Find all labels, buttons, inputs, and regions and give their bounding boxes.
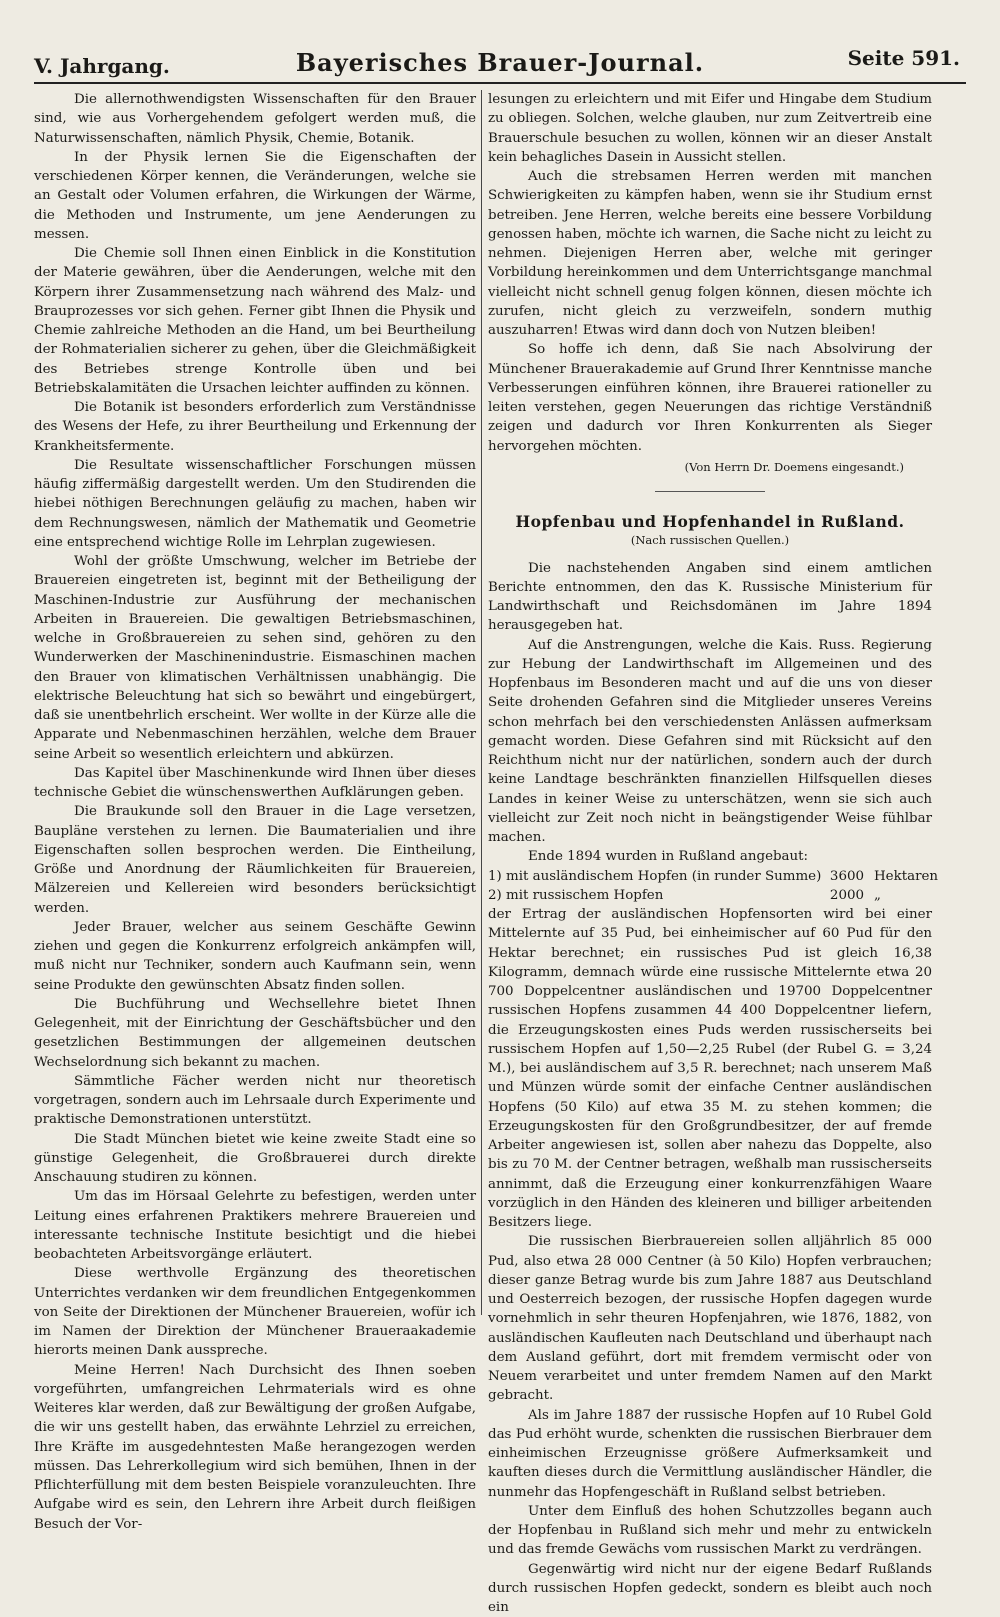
paragraph: Wohl der größte Umschwung, welcher im Betriebe der Brauereien eingetreten ist, beginnt mit der Betheiligung der Maschinen-Industrie zur Ausführung der mechanischen Arbeiten in Brauereien. Die gewaltigen Betriebsmaschinen, welche in Großbrauereien zu sehen sind, gehören zu den Wunderwerken der Maschinenindustrie. Eismaschinen machen den Brauer von klimatischen Verhältnissen unabhängig. Die elektrische Beleuchtung hat sich so bewährt und eingebürgert, daß sie unentbehrlich erscheint. Wer wollte in der Kürze alle die Apparate und Nebenmaschinen herzählen, welche dem Brauer seine Arbeit so wesentlich erleichtern und abkürzen.	[34, 552, 476, 764]
continued-paragraph: lesungen zu erleichtern und mit Eifer und Hingabe dem Studium zu obliegen. Solchen, welche glauben, nur zum Zeitvertreib eine Brauerschule besuchen zu wollen, können wir an dieser Anstalt kein behagliches Dasein in Aussicht stellen.	[488, 90, 932, 167]
paragraph: Diese werthvolle Ergänzung des theoretischen Unterrichtes verdanken wir dem freundlichen Entgegenkommen von Seite der Direktionen der Münchener Brauereien, wofür ich im Namen der Direktion der Münchener Braueraakademie hierorts meinen Dank ausspreche.	[34, 1264, 476, 1360]
paragraph: Meine Herren! Nach Durchsicht des Ihnen soeben vorgeführten, umfangreichen Lehrmaterials wird es ohne Weiteres klar werden, daß zur Bewältigung der großen Aufgabe, die wir uns gestellt haben, das erwähnte Lehrziel zu erreichen, Ihre Kräfte im ausgedehntesten Maße herangezogen werden müssen. Das Lehrerkollegium wird sich bemühen, Ihnen in der Pflichterfüllung mit dem besten Beispiele voranzuleuchten. Ihre Aufgabe wird es sein, den Lehrern ihre Arbeit durch fleißigen Besuch der Vor-	[34, 1361, 476, 1534]
paragraph: So hoffe ich denn, daß Sie nach Absolvirung der Münchener Brauerakademie auf Grund Ihrer Kenntnisse manche Verbesserungen einführen können, ihre Brauerei rationeller zu leiten verstehen, gegen Neuerungen das richtige Verständniß zeigen und dadurch vor Ihren Konkurrenten als Sieger hervorgehen möchten.	[488, 340, 932, 456]
acreage-label: 1) mit ausländischem Hopfen (in runder Summe)	[488, 867, 806, 886]
paragraph: Auf die Anstrengungen, welche die Kais. Russ. Regierung zur Hebung der Landwirthschaft im Allgemeinen und des Hopfenbaus im Besonderen macht und auf die uns von dieser Seite drohenden Gefahren sind die Mitglieder unseres Vereins schon mehrfach bei den verschiedensten Anlässen aufmerksam gemacht worden. Diese Gefahren sind mit Rücksicht auf den Reichthum nicht nur der natürlichen, sondern auch der durch keine Landtage beschränkten finanziellen Hilfsquellen dieses Landes in keiner Weise zu unterschätzen, wenn sie sich auch vielleicht zur Zeit noch nicht in beängstigender Weise fühlbar machen.	[488, 636, 932, 848]
acreage-row	[488, 886, 932, 905]
paragraph: Die Buchführung und Wechsellehre bietet Ihnen Gelegenheit, mit der Einrichtung der Geschäftsbücher und den gesetzlichen Bestimmungen der allgemeinen deutschen Wechselordnung sich bekannt zu machen.	[34, 995, 476, 1072]
paragraph: Die nachstehenden Angaben sind einem amtlichen Berichte entnommen, den das K. Russische Ministerium für Landwirthschaft und Reichsdomänen im Jahre 1894 herausgegeben hat.	[488, 559, 932, 636]
paragraph: Die Stadt München bietet wie keine zweite Stadt eine so günstige Gelegenheit, die Großbrauerei durch direkte Anschauung studiren zu können.	[34, 1130, 476, 1188]
acreage-unit: Hektaren	[874, 867, 938, 886]
article-separator	[655, 491, 765, 492]
paragraph: Das Kapitel über Maschinenkunde wird Ihnen über dieses technische Gebiet die wünschenswerthen Aufklärungen geben.	[34, 764, 476, 803]
article-title: Hopfenbau und Hopfenhandel in Rußland.	[488, 512, 932, 531]
acreage-value: 3600	[806, 867, 874, 886]
paragraph: Die Botanik ist besonders erforderlich zum Verständnisse des Wesens der Hefe, zu ihrer Beurtheilung und Erkennung der Krankheitsfermente.	[34, 398, 476, 456]
paragraph: Die Resultate wissenschaftlicher Forschungen müssen häufig ziffermäßig dargestellt werden. Um den Studirenden die hiebei nöthigen Berechnungen geläufig zu machen, haben wir dem Rechnungswesen, nämlich der Mathematik und Geometrie eine entsprechend wichtige Rolle im Lehrplan zugewiesen.	[34, 456, 476, 552]
paragraph: Gegenwärtig wird nicht nur der eigene Bedarf Rußlands durch russischen Hopfen gedeckt, sondern es bleibt auch noch ein	[488, 1560, 932, 1617]
paragraph: Die Braukunde soll den Brauer in die Lage versetzen, Baupläne verstehen zu lernen. Die Baumaterialien und ihre Eigenschaften sollen besprochen werden. Die Eintheilung, Größe und Anordnung der Räumlichkeiten für Brauereien, Mälzereien und Kellereien wird besonders berücksichtigt werden.	[34, 802, 476, 918]
paragraph: Die Chemie soll Ihnen einen Einblick in die Konstitution der Materie gewähren, über die Aenderungen, welche mit den Körpern ihrer Zusammensetzung nach während des Malz- und Brauprozesses vor sich gehen. Ferner gibt Ihnen die Physik und Chemie zahlreiche Methoden an die Hand, um bei Beurtheilung der Rohmaterialien sicherer zu gehen, über die Gleichmäßigkeit des Betriebes strenge Kontrolle üben und bei Betriebskalamitäten die Ursachen leichter auffinden zu können.	[34, 244, 476, 398]
acreage-row	[488, 867, 932, 886]
paragraph: Die russischen Bierbrauereien sollen alljährlich 85 000 Pud, also etwa 28 000 Centner (à 50 Kilo) Hopfen verbrauchen; dieser ganze Betrag wurde bis zum Jahre 1887 aus Deutschland und Oesterreich bezogen, der russische Hopfen dagegen wurde vornehmlich in sehr theuren Hopfenjahren, wie 1876, 1882, von ausländischen Kaufleuten nach Deutschland und überhaupt nach dem Ausland geführt, dort mit fremdem vermischt oder von Neuem verarbeitet und unter fremdem Namen auf den Markt gebracht.	[488, 1232, 932, 1405]
paragraph: Die allernothwendigsten Wissenschaften für den Brauer sind, wie aus Vorhergehendem gefolgert werden muß, die Naturwissenschaften, nämlich Physik, Chemie, Botanik.	[34, 90, 476, 148]
paragraph: der Ertrag der ausländischen Hopfensorten wird bei einer Mittelernte auf 35 Pud, bei einheimischer auf 60 Pud für den Hektar berechnet; ein russisches Pud ist gleich 16,38 Kilogramm, demnach würde eine russische Mittelernte etwa 20 700 Doppelcentner ausländischen und 19700 Doppelcentner russischen Hopfens zusammen 44 400 Doppelcentner liefern, die Erzeugungskosten eines Puds werden russischerseits bei russischem Hopfen auf 1,50—2,25 Rubel (der Rubel G. = 3,24 M.), bei ausländischem auf 3,5 R. berechnet; nach unserem Maß und Münzen würde somit der einfache Centner ausländischen Hopfens (50 Kilo) auf etwa 35 M. zu stehen kommen; die Erzeugungskosten für den Großgrundbesitzer, der auf fremde Arbeiter angewiesen ist, sollen aber nahezu das Doppelte, also bis zu 70 M. der Centner betragen, weßhalb man russischerseits annimmt, daß die Erzeugung einer konkurrenzfähigen Waare vorzüglich in den Händen des kleineren und billiger arbeitenden Besitzers liege.	[488, 905, 932, 1232]
paragraph: Sämmtliche Fächer werden nicht nur theoretisch vorgetragen, sondern auch im Lehrsaale durch Experimente und praktische Demonstrationen unterstützt.	[34, 1072, 476, 1130]
journal-title: Bayerisches Brauer-Journal.	[34, 48, 966, 77]
paragraph: Jeder Brauer, welcher aus seinem Geschäfte Gewinn ziehen und gegen die Konkurrenz erfolgreich ankämpfen will, muß nicht nur Techniker, sondern auch Kaufmann sein, wenn seine Produkte den gewünschten Absatz finden sollen.	[34, 918, 476, 995]
paragraph: Um das im Hörsaal Gelehrte zu befestigen, werden unter Leitung eines erfahrenen Praktikers mehrere Brauereien und interessante technische Institute besichtigt und die hiebei beobachteten Arbeitsvorgänge erläutert.	[34, 1187, 476, 1264]
right-column	[488, 90, 932, 1318]
acreage-value: 2000	[806, 886, 874, 905]
acreage-table	[488, 867, 932, 906]
paragraph: Ende 1894 wurden in Rußland angebaut:	[488, 847, 932, 866]
paragraph: In der Physik lernen Sie die Eigenschaften der verschiedenen Körper kennen, die Veränderungen, welche sie an Gestalt oder Volumen erfahren, die Wirkungen der Wärme, die Methoden und Instrumente, um jene Aenderungen zu messen.	[34, 148, 476, 244]
paragraph: Unter dem Einfluß des hohen Schutzzolles begann auch der Hopfenbau in Rußland sich mehr und mehr zu entwickeln und das fremde Gewächs vom russischen Markt zu verdrängen.	[488, 1502, 932, 1560]
volume-label: V. Jahrgang.	[34, 54, 170, 78]
acreage-label: 2) mit russischem Hopfen	[488, 886, 806, 905]
article-subtitle: (Nach russischen Quellen.)	[488, 531, 932, 550]
column-divider	[481, 90, 482, 1315]
paragraph: Als im Jahre 1887 der russische Hopfen auf 10 Rubel Gold das Pud erhöht wurde, schenkten die russischen Bierbrauer dem einheimischen Erzeugnisse größere Aufmerksamkeit und kauften dieses durch die Vermittlung ausländischer Händler, die nunmehr das Hopfengeschäft in Rußland selbst betrieben.	[488, 1406, 932, 1502]
author-signature: (Von Herrn Dr. Doemens eingesandt.)	[488, 458, 904, 477]
left-column	[34, 90, 476, 1318]
page-header	[34, 40, 966, 84]
page-number: Seite 591.	[848, 46, 960, 70]
acreage-unit: „	[874, 886, 881, 905]
paragraph: Auch die strebsamen Herren werden mit manchen Schwierigkeiten zu kämpfen haben, wenn sie ihr Studium ernst betreiben. Jene Herren, welche bereits eine bessere Vorbildung genossen haben, möchte ich warnen, die Sache nicht zu leicht zu nehmen. Diejenigen Herren aber, welche mit geringer Vorbildung hereinkommen und dem Unterrichtsgange manchmal vielleicht nicht schnell genug folgen können, diesen möchte ich zurufen, nicht gleich zu verzweifeln, sondern muthig auszuharren! Etwas wird dann doch von Nutzen bleiben!	[488, 167, 932, 340]
